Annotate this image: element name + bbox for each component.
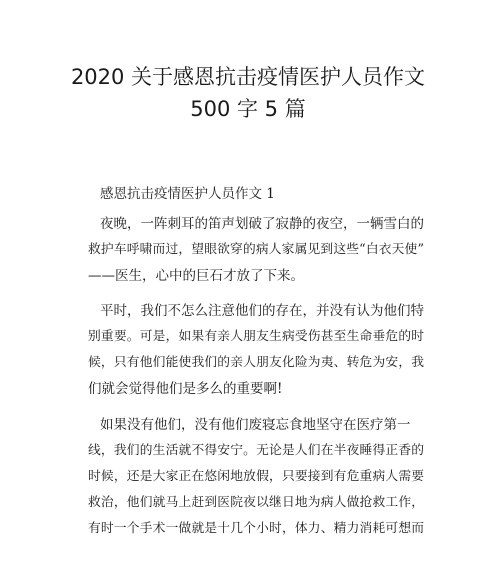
- paragraph-line: 救治，他们就马上赶到医院夜以继日地为病人做抢救工作，: [88, 495, 424, 510]
- paragraph-line: 夜晚，一阵刺耳的笛声划破了寂静的夜空，一辆雪白的: [100, 216, 424, 232]
- paragraph-line: 们就会觉得他们是多么的重要啊!: [88, 381, 283, 397]
- paragraph-line: 救护车呼啸而过，望眼欲穿的病人家属见到这些“白衣天使”: [88, 242, 424, 257]
- paragraph-line: 有时一个手术一做就是十几个小时，体力、精力消耗可想而: [88, 521, 424, 536]
- section-heading: 感恩抗击疫情医护人员作文 1: [100, 186, 275, 202]
- paragraph-line: 如果没有他们，没有他们废寝忘食地坚守在医疗第一: [100, 417, 411, 433]
- paragraph-line: 候，只有他们能使我们的亲人朋友化险为夷、转危为安，我: [88, 355, 424, 370]
- document-title-line-1: 2020 关于感恩抗击疫情医护人员作文: [70, 65, 426, 89]
- paragraph-line: 线，我们的生活就不得安宁。无论是人们在半夜睡得正香的: [88, 443, 424, 458]
- paragraph-line: ——医生，心中的巨石才放了下来。: [88, 268, 304, 284]
- paragraph-line: 时候，还是大家正在悠闲地放假，只要接到有危重病人需要: [88, 469, 424, 484]
- document-title-line-2: 500 字 5 篇: [190, 97, 306, 121]
- paragraph-line: 别重要。可是，如果有亲人朋友生病受伤甚至生命垂危的时: [88, 329, 424, 344]
- paragraph-line: 平时，我们不怎么注意他们的存在，并没有认为他们特: [100, 303, 424, 319]
